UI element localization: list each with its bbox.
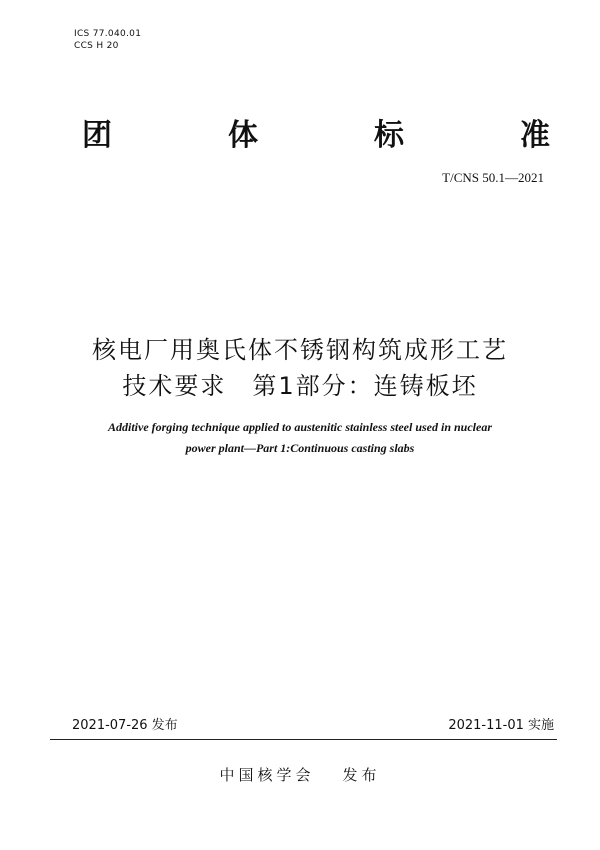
english-title-line-1: Additive forging technique applied to austenitic stainless steel used in nuclear — [107, 420, 493, 434]
publish-date: 2021-07-26 发布 — [72, 718, 178, 733]
english-title — [50, 417, 550, 459]
standard-type-char: 团 — [82, 118, 112, 153]
english-title-line-2: power plant—Part 1:Continuous casting slabs — [185, 441, 415, 455]
issuer-name: 中国核学会 — [219, 766, 315, 784]
standard-type-char: 准 — [520, 118, 550, 153]
ccs-code: CCS H 20 — [74, 41, 119, 51]
standard-type-char: 标 — [374, 118, 404, 153]
issuer-action: 发布 — [342, 766, 381, 784]
chinese-title-line-2: 技术要求 第1部分：连铸板坯 — [122, 372, 478, 400]
chinese-title-line-1: 核电厂用奥氏体不锈钢构筑成形工艺 — [92, 336, 508, 364]
standard-number: T/CNS 50.1—2021 — [442, 170, 544, 185]
standard-type-char: 体 — [228, 118, 258, 153]
standard-type-heading — [82, 110, 550, 154]
ics-code: ICS 77.040.01 — [74, 29, 142, 39]
implement-date: 2021-11-01 实施 — [448, 718, 554, 733]
classification-codes — [74, 28, 141, 52]
divider-rule — [50, 739, 557, 740]
issuer — [0, 764, 600, 785]
